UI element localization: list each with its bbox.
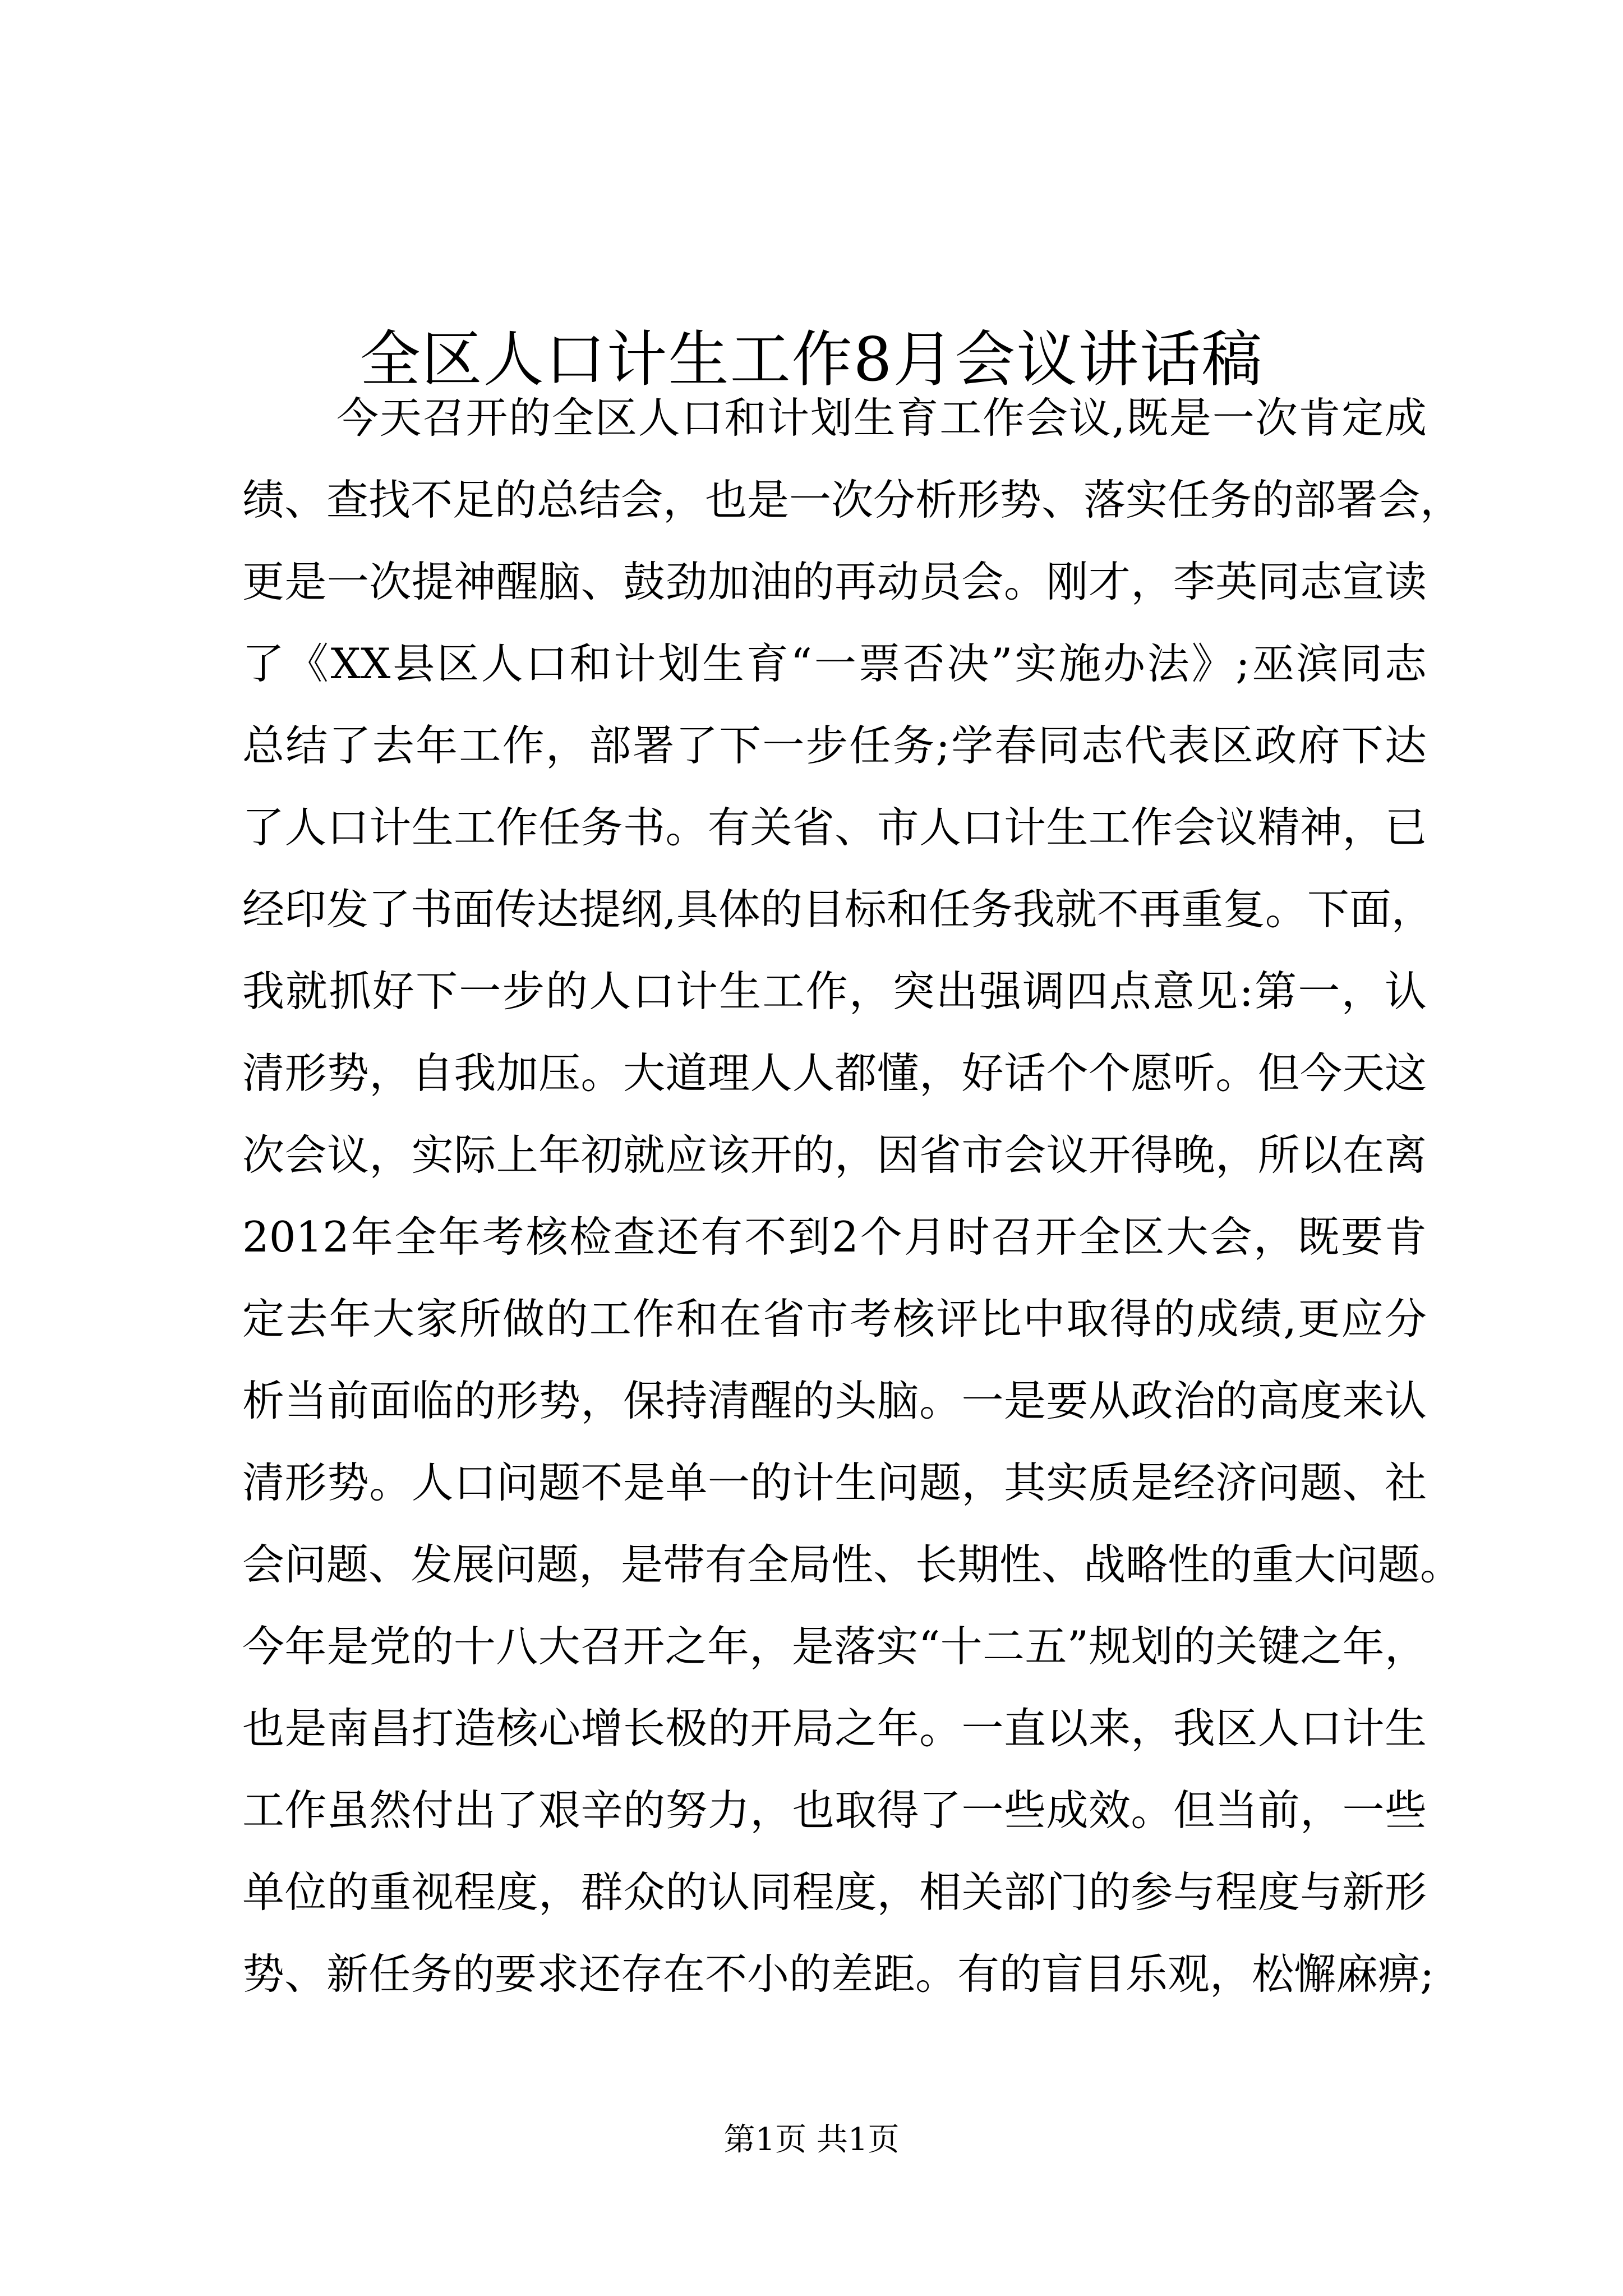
body-line: 更是一次提神醒脑、鼓劲加油的再动员会。刚才，李英同志宣读	[242, 557, 1427, 606]
body-line: 清形势。人口问题不是单一的计生问题，其实质是经济问题、社	[242, 1458, 1427, 1507]
body-line: 了人口计生工作任务书。有关省、市人口计生工作会议精神，已	[242, 803, 1427, 852]
body-line: 经印发了书面传达提纲,具体的目标和任务我就不再重复。下面，	[242, 885, 1433, 934]
body-line: 定去年大家所做的工作和在省市考核评比中取得的成绩,更应分	[242, 1294, 1427, 1343]
body-line: 了《XX县区人口和计划生育“一票否决”实施办法》;巫滨同志	[242, 639, 1427, 688]
body-line: 次会议，实际上年初就应该开的，因省市会议开得晚，所以在离	[242, 1130, 1427, 1180]
body-line: 工作虽然付出了艰辛的努力，也取得了一些成效。但当前，一些	[242, 1786, 1427, 1835]
body-line: 2012年全年考核检查还有不到2个月时召开全区大会，既要肯	[242, 1212, 1427, 1262]
body-line: 绩、查找不足的总结会，也是一次分析形势、落实任务的部署会，	[242, 475, 1463, 524]
page-footer: 第1页 共1页	[723, 2122, 900, 2158]
body-line: 析当前面临的形势，保持清醒的头脑。一是要从政治的高度来认	[242, 1376, 1427, 1425]
document-body	[242, 377, 1463, 2015]
document-title: 全区人口计生工作8月会议讲话稿	[359, 325, 1264, 395]
body-line: 也是南昌打造核心增长极的开局之年。一直以来，我区人口计生	[242, 1704, 1427, 1753]
body-line: 会问题、发展问题，是带有全局性、长期性、战略性的重大问题。	[242, 1540, 1463, 1589]
body-line: 势、新任务的要求还存在不小的差距。有的盲目乐观，松懈麻痹;	[242, 1949, 1435, 1999]
body-line: 今年是党的十八大召开之年，是落实“十二五”规划的关键之年，	[242, 1622, 1427, 1671]
body-line: 总结了去年工作，部署了下一步任务;学春同志代表区政府下达	[242, 721, 1427, 770]
body-line: 我就抓好下一步的人口计生工作，突出强调四点意见:第一，认	[242, 967, 1427, 1016]
body-line: 单位的重视程度，群众的认同程度，相关部门的参与程度与新形	[242, 1867, 1427, 1917]
body-line: 今天召开的全区人口和计划生育工作会议,既是一次肯定成	[336, 393, 1427, 443]
body-line: 清形势，自我加压。大道理人人都懂，好话个个愿听。但今天这	[242, 1048, 1427, 1098]
